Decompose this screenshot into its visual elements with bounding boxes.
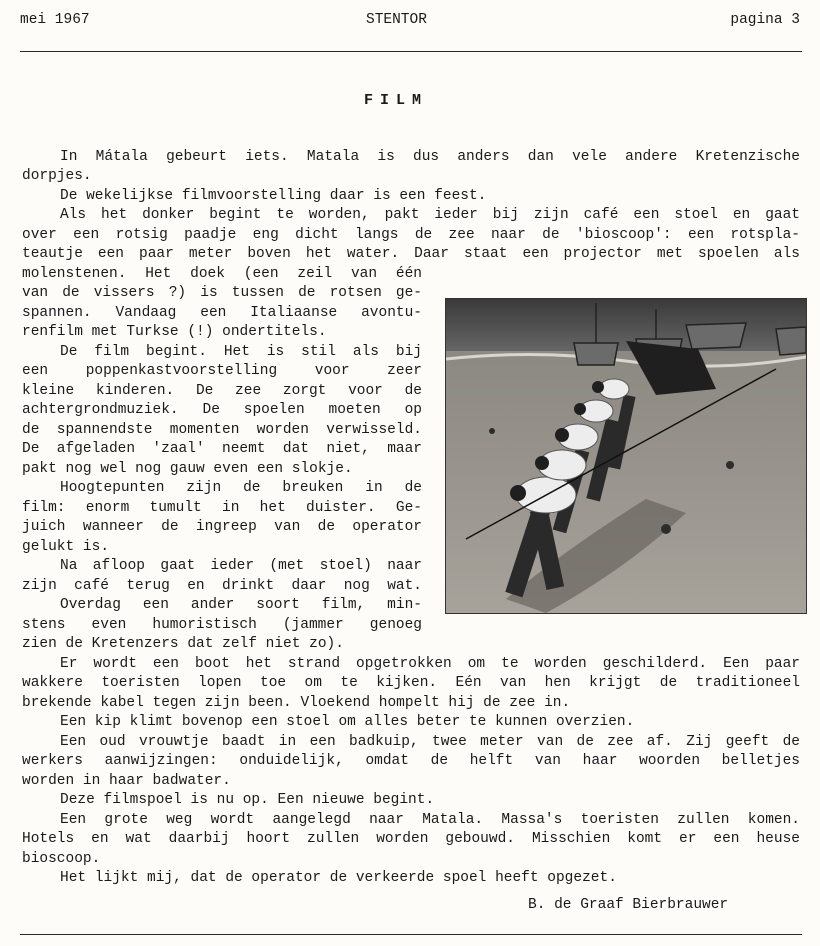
body-line-9: spannen. Vandaag een Italiaanse avontu- bbox=[22, 305, 422, 321]
body-line-6: teautje een paar meter boven het water. Daar staat een projector met spoelen als bbox=[22, 246, 800, 262]
body-line-25: stens even humoristisch (jammer genoeg bbox=[22, 617, 422, 633]
header-magazine: STENTOR bbox=[366, 12, 427, 28]
body-line-37: bioscoop. bbox=[22, 851, 101, 867]
body-line-7: molenstenen. Het doek (een zeil van één bbox=[22, 266, 422, 282]
body-line-8: van de vissers ?) is tussen de rotsen ge- bbox=[22, 285, 422, 301]
body-line-34: Deze filmspoel is nu op. Een nieuwe begint. bbox=[60, 792, 435, 808]
body-line-2: dorpjes. bbox=[22, 168, 92, 184]
beach-photo bbox=[445, 298, 807, 614]
body-line-14: achtergrondmuziek. De spoelen moeten op bbox=[22, 402, 422, 418]
body-line-28: wakkere toeristen lopen toe om te kijken. Eén van hen krijgt de traditioneel bbox=[22, 675, 800, 691]
body-line-1: In Mátala gebeurt iets. Matala is dus anders dan vele andere Kretenzische bbox=[60, 149, 800, 165]
body-line-17: pakt nog wel nog gauw even een slokje. bbox=[22, 461, 353, 477]
body-line-32: werkers aanwijzingen: onduidelijk, omdat de helft van haar woorden belletjes bbox=[22, 753, 800, 769]
body-line-4: Als het donker begint te worden, pakt ieder bij zijn café een stoel en gaat bbox=[60, 207, 800, 223]
body-line-11: De film begint. Het is stil als bij bbox=[60, 344, 422, 360]
body-line-35: Een grote weg wordt aangelegd naar Matala. Massa's toeristen zullen komen. bbox=[60, 812, 800, 828]
body-line-13: kleine kinderen. De zee zorgt voor de bbox=[22, 383, 422, 399]
body-line-19: film: enorm tumult in het duister. Ge- bbox=[22, 500, 422, 516]
body-line-38: Het lijkt mij, dat de operator de verkeerde spoel heeft opgezet. bbox=[60, 870, 617, 886]
header-date: mei 1967 bbox=[20, 12, 90, 28]
body-line-12: een poppenkastvoorstelling voor zeer bbox=[22, 363, 422, 379]
body-line-5: over een rotsig paadje eng dicht langs de zee naar de 'bioscoop': een rotspla- bbox=[22, 227, 800, 243]
body-line-18: Hoogtepunten zijn de breuken in de bbox=[60, 480, 422, 496]
body-line-26: zien de Kretenzers dat zelf niet zo). bbox=[22, 636, 344, 652]
body-line-23: zijn café terug en drinkt daar nog wat. bbox=[22, 578, 422, 594]
body-line-10: renfilm met Turkse (!) ondertitels. bbox=[22, 324, 327, 340]
body-line-36: Hotels en wat daarbij hoort zullen worden gebouwd. Misschien komt er een heuse bbox=[22, 831, 800, 847]
body-line-3: De wekelijkse filmvoorstelling daar is een feest. bbox=[60, 188, 487, 204]
body-line-15: de spannendste momenten worden verwisseld. bbox=[22, 422, 422, 438]
body-line-16: De afgeladen 'zaal' neemt dat niet, maar bbox=[22, 441, 422, 457]
body-line-30: Een kip klimt bovenop een stoel om alles beter te kunnen overzien. bbox=[60, 714, 635, 730]
body-line-33: worden in haar badwater. bbox=[22, 773, 231, 789]
author-signature: B. de Graaf Bierbrauwer bbox=[528, 897, 729, 913]
body-line-22: Na afloop gaat ieder (met stoel) naar bbox=[60, 558, 422, 574]
footer-divider bbox=[20, 934, 802, 935]
article-title: FILM bbox=[364, 92, 429, 109]
body-line-24: Overdag een ander soort film, min- bbox=[60, 597, 422, 613]
header-page-number: pagina 3 bbox=[730, 12, 800, 28]
header-divider bbox=[20, 51, 802, 52]
beach-photo-illustration bbox=[446, 299, 806, 613]
body-line-29: brekende kabel tegen zijn been. Vloekend hompelt hij de zee in. bbox=[22, 695, 571, 711]
body-line-20: juich wanneer de ingreep van de operator bbox=[22, 519, 422, 535]
body-line-31: Een oud vrouwtje baadt in een badkuip, twee meter van de zee af. Zij geeft de bbox=[60, 734, 800, 750]
body-line-21: gelukt is. bbox=[22, 539, 110, 555]
body-line-27: Er wordt een boot het strand opgetrokken om te worden geschilderd. Een paar bbox=[60, 656, 800, 672]
